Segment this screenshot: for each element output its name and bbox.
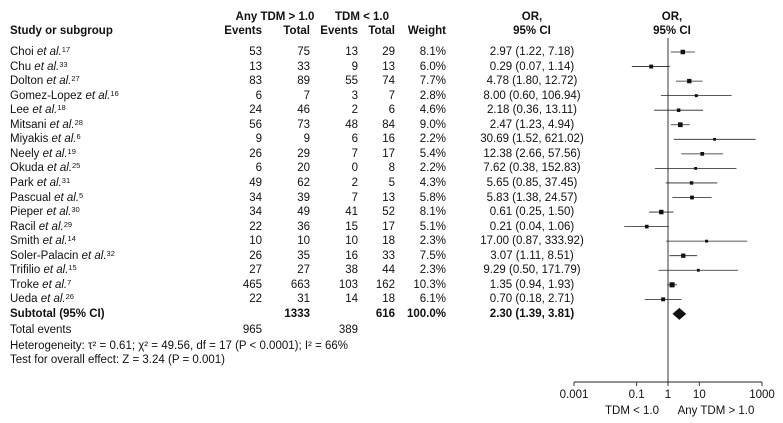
study-name: Pascual et al.$^5$: [10, 190, 84, 204]
or-point: [645, 225, 649, 229]
weight-value: 10.3%: [413, 278, 446, 291]
or-ci-text: 4.78 (1.80, 12.72): [486, 75, 578, 88]
total-group1: 36: [297, 220, 310, 233]
weight-value: 5.4%: [419, 147, 446, 160]
or-point: [649, 65, 653, 69]
study-name: Dolton et al.$^{27}$: [10, 74, 80, 88]
total-group1: 663: [290, 278, 310, 291]
study-name: Choi et al.$^{17}$: [10, 45, 71, 58]
study-name: Lee et al.$^{18}$: [10, 103, 66, 117]
x-tick-label: 0.1: [628, 389, 645, 401]
or-ci-text: 0.29 (0.07, 1.14): [489, 60, 575, 73]
weight-value: 2.3%: [419, 235, 446, 248]
header-total-1: Total: [283, 25, 310, 37]
events-group1: 6: [255, 89, 262, 102]
study-ref: 19: [67, 146, 76, 156]
study-ref: 14: [67, 234, 76, 244]
total-group1: 75: [297, 46, 310, 58]
total-group2: 44: [382, 264, 395, 277]
total-group2: 18: [382, 293, 395, 306]
total-group2: 29: [382, 46, 395, 58]
or-point: [681, 50, 685, 54]
subtotal-total-group1: 1333: [284, 307, 310, 320]
events-group2: 103: [338, 278, 358, 291]
overall-effect-text: Test for overall effect: Z = 3.24 (P = 0.001): [10, 354, 225, 366]
or-ci-text: 0.70 (0.18, 2.71): [489, 293, 575, 306]
study-ref: 26: [65, 292, 74, 302]
or-point: [705, 240, 708, 243]
subtotal-weight: 100.0%: [406, 307, 446, 320]
events-group2: 7: [351, 147, 358, 160]
weight-value: 2.2%: [419, 133, 446, 146]
heterogeneity-text: Heterogeneity: τ² = 0.61; χ² = 49.56, df = 17 (P < 0.0001); I² = 66%: [10, 340, 349, 352]
or-point: [670, 282, 675, 287]
or-point: [687, 79, 691, 83]
total-group2: 8: [388, 162, 395, 175]
study-name: Ueda et al.$^{26}$: [10, 292, 74, 306]
subtotal-diamond: [672, 308, 686, 320]
events-group1: 22: [249, 293, 262, 306]
events-group1: 6: [255, 162, 262, 175]
x-tick-label: 1000: [749, 389, 775, 401]
study-ref: 17: [61, 45, 71, 54]
events-group2: 7: [351, 191, 358, 204]
total-group1: 49: [297, 206, 310, 219]
weight-value: 2.2%: [419, 162, 446, 175]
or-point: [690, 181, 693, 184]
or-point: [678, 122, 683, 127]
events-group1: 56: [249, 118, 262, 131]
weight-value: 7.7%: [419, 75, 446, 88]
events-group2: 13: [345, 46, 358, 58]
total-group1: 73: [297, 118, 310, 131]
study-ref: 31: [61, 175, 71, 185]
weight-value: 5.1%: [419, 220, 446, 233]
or-ci-text: 5.83 (1.38, 24.57): [486, 191, 578, 204]
subtotal-or-ci-text: 2.30 (1.39, 3.81): [489, 307, 575, 320]
x-tick-label: 10: [692, 389, 706, 401]
x-axis-label-left: TDM < 1.0: [604, 405, 660, 417]
events-group2: 6: [351, 133, 358, 146]
weight-value: 2.3%: [419, 264, 446, 277]
study-name: Chu et al.$^{33}$: [10, 59, 68, 73]
header-or-text-2: 95% CI: [513, 25, 551, 37]
subtotal-total-group2: 616: [375, 307, 395, 320]
total-group2: 33: [382, 249, 395, 262]
total-group1: 10: [297, 235, 310, 248]
total-group1: 35: [297, 249, 310, 262]
or-point: [713, 138, 716, 141]
events-group1: 34: [249, 191, 262, 204]
or-point: [690, 196, 694, 200]
header-or-text-1: OR,: [521, 11, 543, 23]
x-tick-label: 1: [664, 389, 672, 401]
study-ref: 15: [68, 263, 77, 273]
study-ref: 5: [79, 190, 84, 200]
weight-value: 8.1%: [419, 46, 446, 58]
or-ci-text: 3.07 (1.11, 8.51): [490, 249, 574, 262]
x-tick-label: 0.001: [559, 389, 589, 401]
study-name: Racil et al.$^{29}$: [10, 219, 73, 233]
or-ci-text: 8.00 (0.60, 106.94): [483, 89, 581, 102]
total-group2: 7: [388, 89, 395, 102]
header-or-plot-1: OR,: [661, 11, 683, 23]
total-group2: 162: [375, 278, 395, 291]
total-events-group1: 965: [242, 324, 262, 337]
total-group2: 5: [388, 176, 395, 189]
events-group1: 24: [249, 104, 262, 117]
study-name: Trifilio et al.$^{15}$: [10, 263, 77, 277]
total-group2: 6: [388, 104, 395, 117]
weight-value: 2.8%: [419, 89, 446, 102]
total-events-group2: 389: [338, 324, 358, 337]
total-group1: 7: [303, 89, 310, 102]
header-group1: Any TDM > 1.0: [235, 11, 315, 23]
events-group2: 14: [345, 293, 358, 306]
study-name: Pieper et al.$^{30}$: [10, 205, 80, 219]
weight-value: 5.8%: [419, 191, 446, 204]
or-point: [694, 167, 697, 170]
or-ci-text: 7.62 (0.38, 152.83): [483, 162, 581, 175]
total-group1: 62: [297, 176, 310, 189]
study-ref: 27: [71, 74, 80, 84]
study-name: Okuda et al.$^{25}$: [10, 161, 81, 175]
total-group1: 46: [297, 104, 310, 117]
events-group1: 49: [249, 176, 262, 189]
total-group2: 16: [382, 133, 395, 146]
total-group1: 39: [297, 191, 310, 204]
total-group1: 20: [297, 162, 310, 175]
or-ci-text: 9.29 (0.50, 171.79): [483, 264, 581, 277]
or-point: [677, 108, 680, 111]
study-ref: 7: [67, 277, 72, 287]
events-group2: 15: [345, 220, 358, 233]
header-events-2: Events: [320, 25, 358, 37]
weight-value: 9.0%: [419, 118, 446, 131]
events-group2: 0: [351, 162, 358, 175]
header-group2: TDM < 1.0: [334, 11, 389, 23]
study-ref: 30: [71, 205, 80, 215]
or-point: [695, 94, 698, 97]
events-group2: 2: [351, 176, 358, 189]
study-name: Gomez-Lopez et al.$^{16}$: [10, 88, 119, 102]
header-events-1: Events: [224, 25, 262, 37]
study-name: Smith et al.$^{14}$: [10, 234, 76, 248]
or-ci-text: 0.61 (0.25, 1.50): [489, 206, 575, 219]
study-ref: 6: [76, 132, 81, 142]
header-total-2: Total: [368, 25, 395, 37]
or-ci-text: 17.00 (0.87, 333.92): [480, 235, 584, 248]
study-ref: 18: [57, 103, 66, 113]
study-name: Park et al.$^{31}$: [10, 175, 71, 189]
study-ref: 32: [106, 248, 115, 258]
study-ref: 25: [72, 161, 81, 171]
events-group2: 10: [345, 235, 358, 248]
or-point: [661, 297, 665, 301]
events-group1: 34: [249, 206, 262, 219]
study-name: Neely et al.$^{19}$: [10, 146, 76, 160]
weight-value: 4.3%: [419, 176, 446, 189]
events-group1: 27: [249, 264, 262, 277]
weight-value: 6.1%: [419, 293, 446, 306]
or-point: [659, 210, 663, 214]
total-group1: 31: [297, 293, 310, 306]
total-group2: 13: [382, 191, 395, 204]
weight-value: 8.1%: [419, 206, 446, 219]
weight-value: 7.5%: [419, 249, 446, 262]
events-group1: 22: [249, 220, 262, 233]
header-or-plot-2: 95% CI: [653, 25, 691, 37]
or-ci-text: 30.69 (1.52, 621.02): [480, 133, 584, 146]
header-study: Study or subgroup: [10, 25, 113, 37]
events-group2: 16: [345, 249, 358, 262]
or-ci-text: 2.18 (0.36, 13.11): [487, 104, 577, 117]
study-ref: 33: [59, 59, 68, 69]
events-group1: 465: [242, 278, 262, 291]
events-group1: 26: [249, 249, 262, 262]
events-group2: 55: [345, 75, 358, 88]
header-weight: Weight: [407, 25, 446, 37]
total-group2: 18: [382, 235, 395, 248]
study-name: Soler-Palacin et al.$^{32}$: [10, 248, 115, 262]
weight-value: 4.6%: [419, 104, 446, 117]
events-group1: 83: [249, 75, 262, 88]
total-group2: 74: [382, 75, 395, 88]
total-group1: 33: [297, 60, 310, 73]
study-ref: 28: [74, 117, 83, 127]
total-group2: 84: [382, 118, 395, 131]
events-group1: 53: [249, 46, 262, 58]
study-name: Troke et al.$^7$: [10, 277, 72, 291]
or-point: [681, 254, 685, 258]
or-ci-text: 2.47 (1.23, 4.94): [489, 118, 575, 131]
total-group2: 52: [382, 206, 395, 219]
events-group1: 9: [255, 133, 262, 146]
or-ci-text: 12.38 (2.66, 57.56): [483, 147, 581, 160]
or-ci-text: 0.21 (0.04, 1.06): [489, 220, 575, 233]
total-group2: 17: [382, 147, 395, 160]
total-group1: 89: [297, 75, 310, 88]
subtotal-label: Subtotal (95% CI): [10, 307, 105, 320]
total-group2: 13: [382, 60, 395, 73]
or-ci-text: 1.35 (0.94, 1.93): [489, 278, 575, 291]
total-group1: 29: [297, 147, 310, 160]
study-name: Mitsani et al.$^{28}$: [10, 117, 83, 131]
events-group2: 9: [351, 60, 358, 73]
or-point: [697, 269, 700, 272]
x-axis-label-right: Any TDM > 1.0: [677, 405, 755, 417]
total-group2: 17: [382, 220, 395, 233]
events-group2: 2: [351, 104, 358, 117]
or-ci-text: 2.97 (1.22, 7.18): [489, 46, 575, 58]
events-group2: 41: [345, 206, 358, 219]
or-point: [700, 152, 704, 156]
events-group1: 10: [249, 235, 262, 248]
events-group2: 3: [351, 89, 358, 102]
total-group1: 9: [303, 133, 310, 146]
total-events-label: Total events: [10, 324, 72, 337]
events-group1: 26: [249, 147, 262, 160]
total-group1: 27: [297, 264, 310, 277]
or-ci-text: 5.65 (0.85, 37.45): [486, 176, 578, 189]
events-group2: 38: [345, 264, 358, 277]
weight-value: 6.0%: [419, 60, 446, 73]
study-ref: 29: [63, 219, 73, 229]
events-group2: 48: [345, 118, 358, 131]
events-group1: 13: [249, 60, 262, 73]
study-ref: 16: [110, 88, 119, 98]
study-name: Miyakis et al.$^6$: [10, 132, 81, 146]
